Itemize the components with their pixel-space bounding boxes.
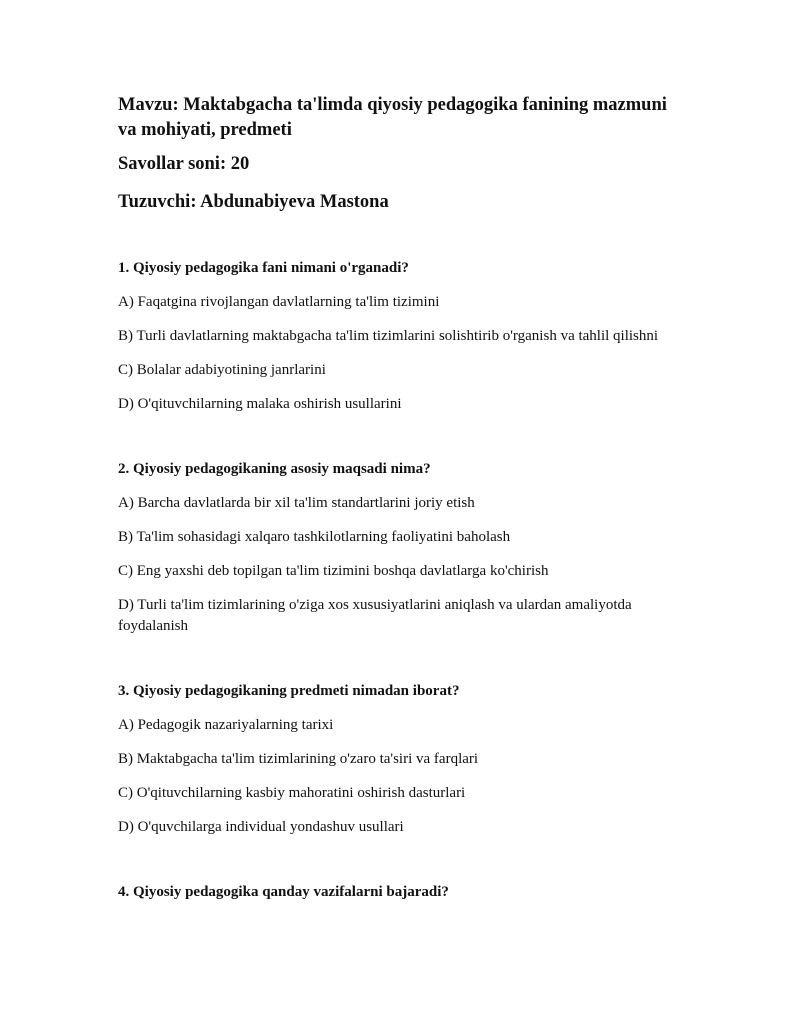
answer-option-c: C) Bolalar adabiyotining janrlarini <box>118 362 326 378</box>
answer-option-d: D) O'quvchilarga individual yondashuv usullari <box>118 819 404 835</box>
answer-option-c: C) Eng yaxshi deb topilgan ta'lim tizimini boshqa davlatlarga ko'chirish <box>118 563 549 579</box>
question-title: 4. Qiyosiy pedagogika qanday vazifalarni bajaradi? <box>118 884 449 900</box>
author-line: Tuzuvchi: Abdunabiyeva Mastona <box>118 192 389 212</box>
question-3 <box>118 681 678 838</box>
answer-option-b: B) Turli davlatlarning maktabgacha ta'lim tizimlarini solishtirib o'rganish va tahlil qilishni <box>118 328 659 344</box>
question-title: 3. Qiyosiy pedagogikaning predmeti nimadan iborat? <box>118 683 460 699</box>
question-2 <box>118 459 678 637</box>
answer-option-d: D) Turli ta'lim tizimlarining o'ziga xos xususiyatlarini aniqlash va ulardan amaliyotda foydalanish <box>118 597 632 634</box>
answer-option-b: B) Ta'lim sohasidagi xalqaro tashkilotlarning faoliyatini baholash <box>118 529 511 545</box>
answer-option-c: C) O'qituvchilarning kasbiy mahoratini oshirish dasturlari <box>118 785 466 801</box>
question-count: Savollar soni: 20 <box>118 154 250 174</box>
document-topic: Mavzu: Maktabgacha ta'limda qiyosiy pedagogika fanining mazmuni va mohiyati, predmeti <box>118 95 667 140</box>
answer-option-a: A) Pedagogik nazariyalarning tarixi <box>118 717 334 733</box>
question-title: 2. Qiyosiy pedagogikaning asosiy maqsadi nima? <box>118 461 431 477</box>
question-title: 1. Qiyosiy pedagogika fani nimani o'rganadi? <box>118 260 409 276</box>
question-4 <box>118 882 678 903</box>
answer-option-b: B) Maktabgacha ta'lim tizimlarining o'zaro ta'siri va farqlari <box>118 751 479 767</box>
question-1 <box>118 258 678 415</box>
document-page <box>118 93 678 947</box>
answer-option-a: A) Faqatgina rivojlangan davlatlarning ta'lim tizimini <box>118 294 440 310</box>
answer-option-a: A) Barcha davlatlarda bir xil ta'lim standartlarini joriy etish <box>118 495 475 511</box>
answer-option-d: D) O'qituvchilarning malaka oshirish usullarini <box>118 396 402 412</box>
